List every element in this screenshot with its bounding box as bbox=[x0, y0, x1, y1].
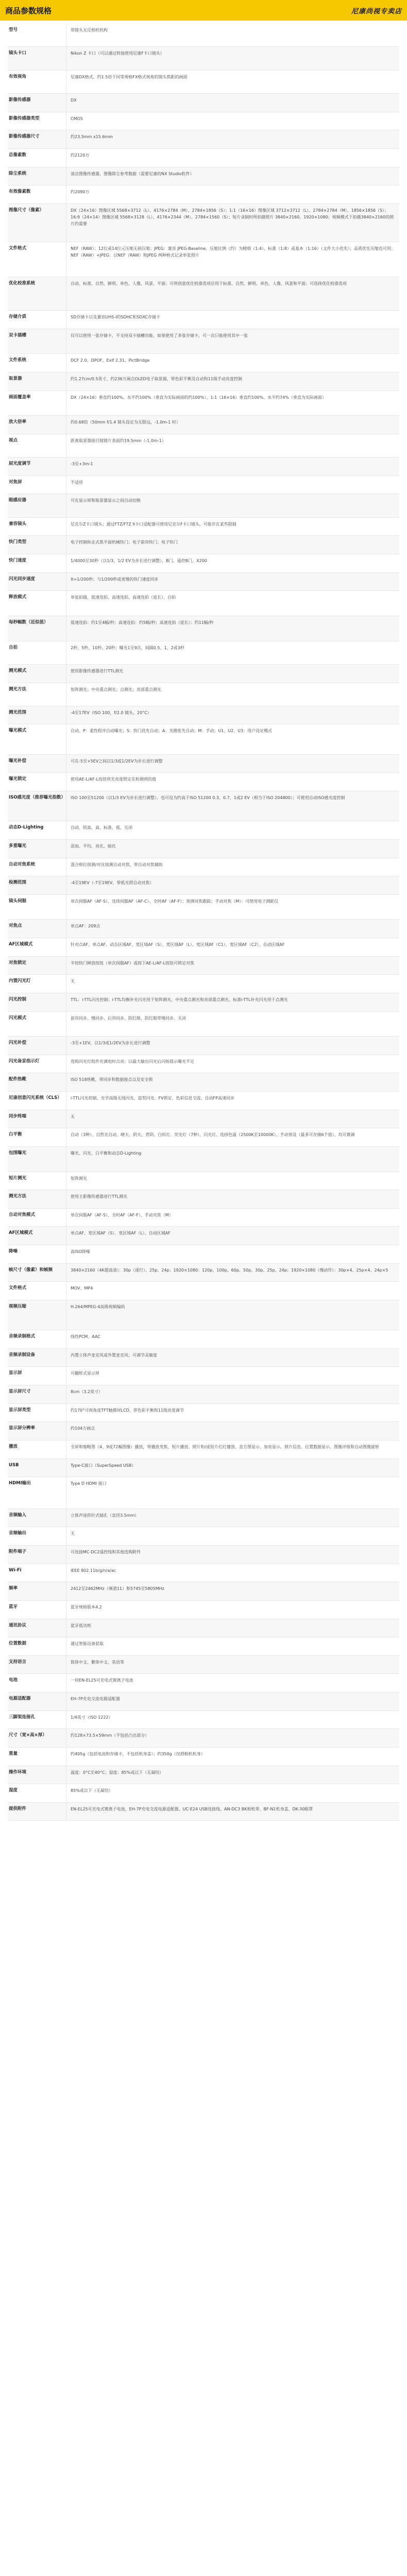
spec-value: 1/4英寸（ISO 1222） bbox=[71, 1715, 113, 1720]
spec-label: 降噪 bbox=[8, 1245, 66, 1263]
spec-value: 距离取景器接目镜镜片表面约19.5mm（-1.0m-1） bbox=[71, 438, 166, 443]
spec-row bbox=[8, 858, 399, 877]
spec-label: 总像素数 bbox=[8, 149, 66, 167]
spec-value: 蓝牙低功耗 bbox=[71, 1623, 91, 1628]
spec-row bbox=[8, 1073, 399, 1092]
spec-value: 蓝牙规格版本4.2 bbox=[71, 1604, 102, 1609]
spec-value: 针对点AF、单点AF、动态区域AF、宽区域AF（S）、宽区域AF（L）、宽区域AF（C1）、宽区域AF（C2）、自动区域AF bbox=[71, 942, 285, 947]
spec-value: 单次伺服AF（AF-S）、连续伺服AF（AF-C）、全时AF（AF-F）；预测对焦跟踪；手动对焦（M）：可使用电子测距仪 bbox=[71, 899, 279, 904]
spec-label: 自拍 bbox=[8, 641, 66, 664]
spec-value: 约405g（包括电池和存储卡，不包括机身盖）；约350g（仅照相机机身） bbox=[71, 1751, 205, 1756]
spec-label: 对焦点 bbox=[8, 920, 66, 938]
spec-value: ISO 518热靴，带同步和数据接点以及安全锁 bbox=[71, 1077, 153, 1082]
spec-label: Wi-Fi bbox=[8, 1564, 66, 1582]
spec-value: 3840×2160（4K超高清）：30p（逐行）、25p、24p；1920×1080：120p、100p、60p、50p、30p、25p、24p；1920×1080（慢动作）：30p×4、25p×4、24p×5 bbox=[71, 1267, 388, 1273]
spec-value: 线性PCM、AAC bbox=[71, 1334, 100, 1340]
spec-label: 存储介质 bbox=[8, 311, 66, 329]
spec-row bbox=[8, 665, 399, 683]
spec-row bbox=[8, 1128, 399, 1147]
spec-row bbox=[8, 1546, 399, 1564]
spec-row bbox=[8, 434, 399, 457]
spec-value: 单点AF：209点 bbox=[71, 924, 100, 929]
spec-row bbox=[8, 494, 399, 517]
spec-row bbox=[8, 457, 399, 476]
spec-row bbox=[8, 1477, 399, 1509]
spec-value: 2秒、5秒、10秒、20秒；曝光1至9次，间隔0.5、1、2或3秒 bbox=[71, 645, 184, 650]
spec-label: 双卡插槽 bbox=[8, 329, 66, 354]
spec-row bbox=[8, 1601, 399, 1619]
spec-value: 简体中文、繁体中文、英语等 bbox=[71, 1659, 124, 1665]
spec-row bbox=[8, 1748, 399, 1766]
spec-row bbox=[8, 755, 399, 773]
spec-label: 视频压缩 bbox=[8, 1300, 66, 1330]
spec-row bbox=[8, 591, 399, 616]
spec-label: 闪光备妥指示灯 bbox=[8, 1055, 66, 1073]
spec-value: 1/4000至30秒（以1/3、1/2 EV为步长进行调整），B门，遥控B门，X200 bbox=[71, 558, 207, 564]
spec-value: EN-EL25可充电式锂离子电池、EH-7P充电交流电源适配器、UC-E24 USB连接线、AN-DC3 BK相机带、BF-N1机身盖、DK-30眼罩 bbox=[71, 1806, 313, 1811]
spec-value: 约2120万 bbox=[71, 152, 90, 158]
spec-value: 约104万画点 bbox=[71, 1426, 95, 1431]
spec-label: 自动对焦模式 bbox=[8, 1209, 66, 1227]
spec-value: Type D HDMI 接口 bbox=[71, 1481, 107, 1486]
spec-row bbox=[8, 1527, 399, 1546]
header-bar bbox=[0, 0, 407, 21]
spec-value: 矩阵测光 bbox=[71, 1176, 87, 1181]
spec-value: DCF 2.0、DPOF、Exif 2.31、PictBridge bbox=[71, 358, 150, 363]
spec-value: EH-7P充电交流电源适配器 bbox=[71, 1697, 120, 1701]
spec-value: 通过智能设备获取 bbox=[71, 1641, 104, 1647]
spec-row bbox=[8, 1227, 399, 1245]
spec-value: 自动（3种）、自然光自动、晴天、阴天、背阴、白炽灯、荧光灯（7种）、闪光灯、选择色温（2500K至10000K）、手动预设（最多可存储6个值），均可微调 bbox=[71, 1132, 355, 1138]
spec-value: 全屏和缩略图（4、9或72幅图像）播放，带播放变焦、短片播放、照片和/或短片幻灯播放、直方图显示、加亮显示、照片信息、位置数据显示、图像评级和自动图像旋转 bbox=[71, 1444, 380, 1449]
spec-row bbox=[8, 391, 399, 416]
spec-value: 约23.5mm x15.6mm bbox=[71, 134, 113, 140]
spec-row bbox=[8, 1147, 399, 1172]
spec-value: 可在-5至+5EV之间以1/3或1/2EV为步长进行调整 bbox=[71, 758, 163, 764]
spec-label: 测光范围 bbox=[8, 706, 66, 724]
spec-row bbox=[8, 416, 399, 434]
spec-value: 温度：0°C至40°C；湿度：85%或以下（无凝结） bbox=[71, 1770, 164, 1775]
spec-label: 自动对焦系统 bbox=[8, 858, 66, 876]
spec-value: 自动、标准、自然、鲜明、单色、人像、风景、平面；可将创意优化校准选项应用于标准、自然、鲜明、单色、人像、风景和平面；可选择优化校准选项 bbox=[71, 281, 347, 286]
spec-label: 测光模式 bbox=[8, 665, 66, 683]
spec-label: 显示屏 bbox=[8, 1367, 66, 1385]
spec-label: 型号 bbox=[8, 24, 66, 46]
spec-value: -4至19EV（-7至19EV，带低光照自动对焦） bbox=[71, 880, 154, 886]
spec-row bbox=[8, 554, 399, 573]
spec-label: 音频输出 bbox=[8, 1527, 66, 1545]
spec-row bbox=[8, 94, 399, 112]
spec-row bbox=[8, 1110, 399, 1129]
spec-row bbox=[8, 1209, 399, 1227]
spec-label: 音频录制设备 bbox=[8, 1349, 66, 1367]
spec-row bbox=[8, 311, 399, 329]
spec-row bbox=[8, 1711, 399, 1730]
spec-row bbox=[8, 1404, 399, 1422]
spec-value: 可在显示屏和取景器显示之间自动切换 bbox=[71, 498, 141, 503]
spec-value: 尼康DX格式，约1.5倍于同等规格FX格式视角的镜头焦距的画面 bbox=[71, 74, 188, 79]
spec-value: DX（24×16）图像区域 5568×3712（L）、4176×2784（M）、2784×1856（S）；1:1（16×16）图像区域 3712×3712（L）、2784×2784（M）、1856×1856（S）；16:9（24×14）图像区域 5568×3128（L）、4176×2344（M）、2784×1560（S）；短片录制时所拍摄照片 3840×2160、1920×1080；视频模式下拍摄3840×2160的照片约需要 bbox=[71, 208, 394, 226]
spec-label: 文件格式 bbox=[8, 1282, 66, 1300]
spec-label: 镜头伺服 bbox=[8, 895, 66, 920]
spec-value: 不适用 bbox=[71, 480, 83, 485]
spec-label: 电源适配器 bbox=[8, 1692, 66, 1710]
spec-label: 操作环境 bbox=[8, 1766, 66, 1784]
spec-row bbox=[8, 1674, 399, 1692]
spec-row bbox=[8, 1692, 399, 1711]
spec-row bbox=[8, 641, 399, 665]
spec-row bbox=[8, 1729, 399, 1748]
spec-label: 白平衡 bbox=[8, 1128, 66, 1146]
spec-label: 同步终端 bbox=[8, 1110, 66, 1128]
spec-value: -3至+1EV，以1/3或1/2EV为步长进行调整 bbox=[71, 1041, 150, 1046]
spec-value: X=1/200秒；与1/200秒或更慢的快门速度同步 bbox=[71, 577, 159, 582]
spec-row bbox=[8, 1012, 399, 1037]
spec-label: 闪光同步速度 bbox=[8, 573, 66, 591]
spec-value: 自动、P：柔性程序自动曝光；S：快门优先自动；A：光圈优先自动；M：手动；U1、U2、U3：用户设定模式 bbox=[71, 728, 273, 734]
spec-label: 提供附件 bbox=[8, 1803, 66, 1821]
spec-row bbox=[8, 975, 399, 993]
spec-label: AF区域模式 bbox=[8, 938, 66, 956]
spec-value: 曝光、闪光、白平衡和动态D-Lighting bbox=[71, 1150, 142, 1156]
spec-value: 前帘同步、慢同步、后帘同步、防红眼、防红眼带慢同步、关闭 bbox=[71, 1015, 186, 1021]
spec-row bbox=[8, 573, 399, 591]
spec-row bbox=[8, 167, 399, 186]
spec-label: 取景器 bbox=[8, 372, 66, 391]
spec-row bbox=[8, 683, 399, 706]
spec-row bbox=[8, 773, 399, 791]
spec-label: 蓝牙 bbox=[8, 1601, 66, 1619]
spec-value: IEEE 802.11b/g/n/a/ac bbox=[71, 1568, 116, 1573]
spec-label: 闪光控制 bbox=[8, 993, 66, 1011]
spec-label: HDMI输出 bbox=[8, 1477, 66, 1509]
spec-row bbox=[8, 24, 399, 47]
spec-label: USB bbox=[8, 1459, 66, 1477]
spec-row bbox=[8, 1092, 399, 1110]
spec-value: 混合相位侦测/对比侦测自动对焦，带自动对焦辅助 bbox=[71, 862, 163, 867]
spec-row bbox=[8, 1509, 399, 1528]
spec-value: 使用影像传感器进行TTL测光 bbox=[71, 668, 124, 673]
spec-value: 无 bbox=[71, 1114, 75, 1119]
spec-row bbox=[8, 1459, 399, 1478]
spec-row bbox=[8, 993, 399, 1012]
spec-value: 低速连拍：约1至4幅/秒；高速连拍：约5幅/秒；高速连拍（延长）：约11幅/秒 bbox=[71, 620, 214, 625]
spec-value: 立体声迷你针式插孔（直径3.5mm） bbox=[71, 1513, 139, 1518]
spec-row bbox=[8, 957, 399, 975]
spec-value: 85%或以下（无凝结） bbox=[71, 1788, 113, 1793]
spec-row bbox=[8, 616, 399, 641]
spec-value: NEF（RAW）：12位或14位元压缩无损压缩；JPEG：兼容 JPEG-Baseline，压缩比例（约）为精细（1:4）、标准（1:8）或基本（1:16）（文件大小优先）；品质优先压缩也可用；NEF（RAW）+JPEG：以NEF（RAW）和JPEG 两种格式记录单张照片 bbox=[71, 246, 395, 258]
spec-value: 清洁图像传感器，图像除尘参考数据（需要尼康的NX Studio软件） bbox=[71, 171, 194, 176]
spec-row bbox=[8, 1582, 399, 1601]
spec-value: 无 bbox=[71, 1531, 75, 1536]
spec-label: 配件热靴 bbox=[8, 1073, 66, 1091]
spec-label: 尼康创意闪光系统（CLS） bbox=[8, 1092, 66, 1110]
spec-row bbox=[8, 840, 399, 858]
spec-label: 测光方法 bbox=[8, 1190, 66, 1208]
spec-label: 有效像素数 bbox=[8, 185, 66, 204]
spec-value: 使用主影像传感器进行TTL测光 bbox=[71, 1194, 128, 1199]
spec-label: 影像传感器 bbox=[8, 94, 66, 112]
spec-label: 有效视角 bbox=[8, 71, 66, 93]
spec-label: 闪光模式 bbox=[8, 1012, 66, 1037]
spec-value: Nikon Z 卡口（可以通过转接使用尼康F卡口镜头） bbox=[71, 51, 164, 56]
spec-label: 每秒幅数（近似值） bbox=[8, 616, 66, 641]
spec-label: 对焦屏 bbox=[8, 476, 66, 494]
spec-value: 半按快门释放按钮（单次伺服AF）或按下AE-L/AF-L按钮可锁定对焦 bbox=[71, 960, 195, 965]
spec-label: 曝光补偿 bbox=[8, 755, 66, 773]
spec-value: DX bbox=[71, 98, 77, 103]
spec-value: 矩阵测光；中央重点测光；点测光；亮部重点测光 bbox=[71, 687, 161, 692]
spec-label: 尺寸（宽×高×厚） bbox=[8, 1729, 66, 1747]
spec-value: 使用AE-L/AF-L按钮将光亮度锁定在检测到的值 bbox=[71, 777, 156, 782]
spec-value: Type-C接口（SuperSpeed USB） bbox=[71, 1463, 136, 1468]
spec-row bbox=[8, 476, 399, 495]
spec-row bbox=[8, 1385, 399, 1404]
spec-label: 影像传感器尺寸 bbox=[8, 130, 66, 148]
brand-name: 尼康尚视专卖店 bbox=[351, 7, 402, 15]
spec-label: 曝光锁定 bbox=[8, 773, 66, 791]
spec-label: 屈光度调节 bbox=[8, 457, 66, 476]
spec-value: 一块EN-EL25可充电式锂离子电池 bbox=[71, 1678, 133, 1683]
spec-row bbox=[8, 518, 399, 536]
spec-value: 无 bbox=[71, 979, 75, 984]
spec-value: 可翻转式显示屏 bbox=[71, 1371, 99, 1376]
spec-value: 单次伺服AF（AF-S）、全时AF（AF-F）、手动对焦（M） bbox=[71, 1212, 173, 1217]
spec-row bbox=[8, 1245, 399, 1264]
spec-row bbox=[8, 1619, 399, 1638]
spec-label: 曝光模式 bbox=[8, 724, 66, 754]
spec-value: DX（24×16）垂直约100%、水平约100%（垂直为实际画面的约100%）、1:1（16×16）垂直约100%、水平约74%（垂直为实际画面） bbox=[71, 395, 326, 400]
spec-label: 镜头卡口 bbox=[8, 47, 66, 70]
spec-row bbox=[8, 920, 399, 938]
spec-value: MOV、MP4 bbox=[71, 1286, 93, 1291]
spec-row bbox=[8, 1784, 399, 1803]
spec-row bbox=[8, 47, 399, 70]
spec-label: 对焦锁定 bbox=[8, 957, 66, 975]
spec-label: 音频输入 bbox=[8, 1509, 66, 1527]
spec-row bbox=[8, 242, 399, 277]
spec-value: 约0.68倍（50mm f/1.4 镜头设定为无限远，-1.0m-1 时） bbox=[71, 420, 180, 425]
spec-value: 带镜头无反相机机构 bbox=[71, 28, 108, 32]
spec-label: 优化校准系统 bbox=[8, 277, 66, 310]
spec-row bbox=[8, 277, 399, 311]
spec-label: 文件格式 bbox=[8, 242, 66, 277]
spec-label: 快门类型 bbox=[8, 536, 66, 554]
spec-row bbox=[8, 1282, 399, 1300]
spec-label: 放大倍率 bbox=[8, 416, 66, 434]
spec-row bbox=[8, 706, 399, 725]
spec-row bbox=[8, 1367, 399, 1385]
spec-value: 添加、平均、亮化、暗化 bbox=[71, 843, 116, 849]
spec-value: 8cm（3.2英寸） bbox=[71, 1389, 103, 1395]
spec-value: 约2090万 bbox=[71, 190, 90, 195]
spec-value: 约170°可视角度TFT触摸屏LCD，带色彩平衡和11级亮度调节 bbox=[71, 1408, 184, 1413]
spec-value: 高ISO降噪 bbox=[71, 1249, 90, 1255]
spec-label: 测光方法 bbox=[8, 683, 66, 706]
spec-label: 音频录制格式 bbox=[8, 1330, 66, 1348]
spec-label: 文件系统 bbox=[8, 354, 66, 372]
spec-row bbox=[8, 876, 399, 895]
spec-label: 短片测光 bbox=[8, 1172, 66, 1190]
spec-label: 三脚架连接孔 bbox=[8, 1711, 66, 1729]
spec-label: 重量 bbox=[8, 1748, 66, 1766]
spec-value: H.264/MPEG-4高级视频编码 bbox=[71, 1304, 125, 1309]
spec-label: ISO感光度（推荐曝光指数） bbox=[8, 791, 66, 821]
spec-row bbox=[8, 372, 399, 391]
spec-row bbox=[8, 1055, 399, 1074]
spec-label: AF区域模式 bbox=[8, 1227, 66, 1245]
spec-row bbox=[8, 1330, 399, 1349]
spec-value: 约128×73.5×59mm（不包括凸出部分） bbox=[71, 1733, 149, 1738]
spec-row bbox=[8, 1440, 399, 1459]
spec-label: 电池 bbox=[8, 1674, 66, 1692]
spec-row bbox=[8, 791, 399, 821]
spec-value: TTL：i-TTL闪光控制；i-TTL均衡补充闪光用于矩阵测光、中央重点测光和亮部重点测光，标准i-TTL补充闪光用于点测光 bbox=[71, 997, 288, 1002]
spec-label: 位置数据 bbox=[8, 1637, 66, 1655]
spec-value: ISO 100至51200（以1/3 EV为步长进行调整）。也可设为约高于ISO 51200 0.3、0.7、1或2 EV（相当于ISO 204800）；可使用自动ISO感光度控制 bbox=[71, 795, 345, 801]
spec-row bbox=[8, 185, 399, 204]
spec-label: 眼感应器 bbox=[8, 494, 66, 517]
spec-row bbox=[8, 1300, 399, 1330]
spec-value: -3至+3m-1 bbox=[71, 462, 93, 467]
spec-row bbox=[8, 724, 399, 754]
spec-row bbox=[8, 536, 399, 554]
spec-label: 视点 bbox=[8, 434, 66, 457]
spec-row bbox=[8, 1803, 399, 1821]
spec-label: 兼容镜头 bbox=[8, 518, 66, 536]
spec-label: 闪光补偿 bbox=[8, 1037, 66, 1055]
spec-label: 播放 bbox=[8, 1440, 66, 1459]
spec-row bbox=[8, 1564, 399, 1583]
spec-value: 2412至2462MHz（频道11）和5745至5805MHz bbox=[71, 1586, 164, 1591]
spec-value: 单张拍摄、低速连拍、高速连拍、高速连拍（延长）、自拍 bbox=[71, 595, 176, 600]
spec-row bbox=[8, 1264, 399, 1282]
spec-label: 显示屏分辨率 bbox=[8, 1422, 66, 1440]
spec-label: 多重曝光 bbox=[8, 840, 66, 858]
spec-row bbox=[8, 329, 399, 354]
spec-label: 动态D-Lighting bbox=[8, 821, 66, 839]
spec-row bbox=[8, 1766, 399, 1785]
spec-row bbox=[8, 71, 399, 94]
spec-label: 显示屏尺寸 bbox=[8, 1385, 66, 1403]
spec-label: 检测范围 bbox=[8, 876, 66, 894]
spec-value: 尼克尔Z卡口镜头；通过FTZ/FTZ II卡口适配器可使用尼克尔F卡口镜头，可能存在某些限制 bbox=[71, 521, 236, 527]
spec-value: 仅可以使用一张存储卡，不支持双卡插槽功能，如果使用了多张存储卡，可一次只能使用其中一张 bbox=[71, 333, 248, 338]
spec-row bbox=[8, 1422, 399, 1440]
page-title: 商品参数规格 bbox=[5, 6, 52, 15]
spec-label: 快门速度 bbox=[8, 554, 66, 572]
spec-label: 湿度 bbox=[8, 1784, 66, 1802]
spec-value: 内置立体声麦克风或外置麦克风；可调节灵敏度 bbox=[71, 1352, 157, 1358]
spec-label: 支持语言 bbox=[8, 1656, 66, 1674]
spec-label: 频率 bbox=[8, 1582, 66, 1600]
spec-row bbox=[8, 130, 399, 149]
spec-value: CMOS bbox=[71, 116, 83, 121]
spec-value: 可连接MC-DC2遥控线和其他选购附件 bbox=[71, 1550, 141, 1554]
spec-row bbox=[8, 1172, 399, 1191]
spec-row bbox=[8, 1656, 399, 1674]
spec-label: 图像尺寸（像素） bbox=[8, 204, 66, 242]
spec-table bbox=[8, 24, 399, 1821]
spec-row bbox=[8, 149, 399, 167]
spec-label: 画面覆盖率 bbox=[8, 391, 66, 416]
spec-row bbox=[8, 1037, 399, 1055]
spec-value: 选购闪光灯组件充满电时点亮；以最大输出闪光后闪烁提示曝光不足 bbox=[71, 1059, 194, 1064]
spec-label: 除尘系统 bbox=[8, 167, 66, 185]
spec-row bbox=[8, 1349, 399, 1367]
spec-value: 电子控制纵走式焦平面机械快门；电子前帘快门；电子快门 bbox=[71, 540, 178, 545]
spec-label: 显示屏类型 bbox=[8, 1404, 66, 1422]
spec-label: 释放模式 bbox=[8, 591, 66, 616]
spec-row bbox=[8, 938, 399, 957]
spec-value: 约1.27cm/0.5英寸、约236万画点OLED电子取景器，带色彩平衡及自动和11级手动亮度控制 bbox=[71, 377, 242, 382]
spec-row bbox=[8, 1637, 399, 1656]
spec-value: i-TTL闪光控制、光学高级无线闪光、造型闪光、FV锁定、色彩信息交流、自动FP高速同步 bbox=[71, 1096, 234, 1101]
spec-row bbox=[8, 354, 399, 372]
spec-value: -4至17EV（ISO 100，f/2.0 镜头，20°C） bbox=[71, 710, 151, 715]
spec-label: 影像传感器类型 bbox=[8, 112, 66, 130]
spec-label: 通讯协议 bbox=[8, 1619, 66, 1637]
spec-row bbox=[8, 204, 399, 243]
spec-value: SD存储卡以及兼容UHS-I的SDHC和SDXC存储卡 bbox=[71, 315, 160, 320]
spec-row bbox=[8, 1190, 399, 1209]
spec-label: 内置闪光灯 bbox=[8, 975, 66, 993]
spec-value: 单点AF、宽区域AF（S）、宽区域AF（L）、自动区域AF bbox=[71, 1231, 171, 1236]
spec-label: 包围曝光 bbox=[8, 1147, 66, 1172]
spec-row bbox=[8, 895, 399, 920]
spec-row bbox=[8, 112, 399, 131]
spec-label: 附件端子 bbox=[8, 1546, 66, 1564]
spec-row bbox=[8, 821, 399, 840]
spec-value: 自动、较高、高、标准、低、关闭 bbox=[71, 825, 132, 831]
spec-label: 帧尺寸（像素）和帧频 bbox=[8, 1264, 66, 1282]
